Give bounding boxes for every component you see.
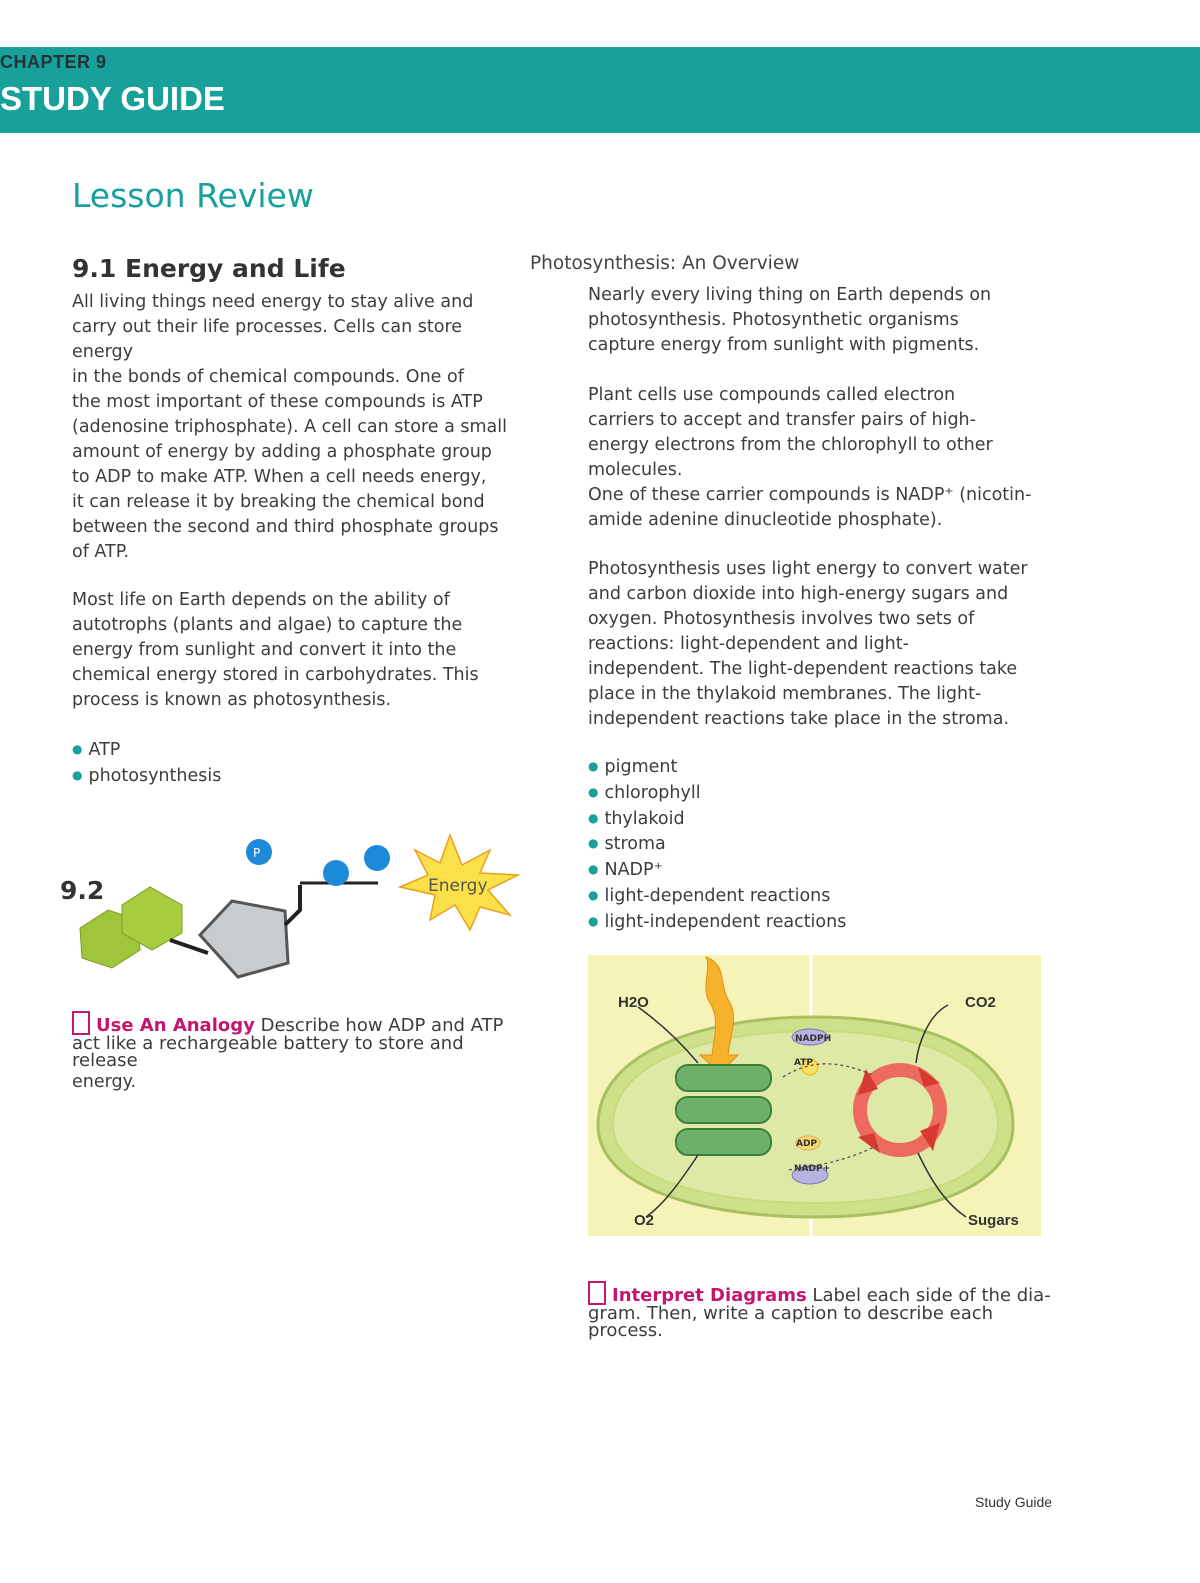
task-interpret-diagrams [588,1281,1058,1339]
nadp-label: NADP+ [794,1164,831,1174]
bullet-icon: ● [588,913,599,928]
autotroph-paragraph: Most life on Earth depends on the ability of autotrophs (plants and algae) to capture the energy from sunlight and convert it into the chemical energy stored in carbohydrates. This process is known as photosynthesis. [72,590,479,710]
bullet-icon: ● [72,742,83,756]
vocab-item: ● chlorophyll [588,782,701,803]
checkbox-icon[interactable] [72,1011,90,1035]
section-9-1-heading: 9.1 Energy and Life [72,254,346,283]
phosphate-icon [364,845,390,871]
atp-diagram [70,825,540,985]
energy-label: Energy [428,876,488,896]
bullet-icon: ● [72,767,83,782]
phosphate-icon [323,860,349,886]
nadph-label: NADPH [795,1034,832,1044]
sugars-label: Sugars [968,1212,1019,1229]
vocab-item: ● photosynthesis [72,765,222,786]
bullet-icon: ● [588,784,599,799]
co2-label: CO2 [965,994,996,1011]
atp-label: ATP [794,1058,814,1068]
task-text: Label each side of the dia- gram. Then, write a caption to describe each process. [588,1285,1051,1341]
thylakoid-stack [676,1065,771,1155]
photosynthesis-overview-heading: Photosynthesis: An Overview [530,253,800,274]
bullet-icon: ● [588,836,599,851]
light-reactions-paragraph: Photosynthesis uses light energy to convert water and carbon dioxide into high-energy sugars and oxygen. Photosynthesis involves two sets of reactions: light-dependent and light- independent. The light-dependent reactions take place in the thylakoid membranes. The light- independent reactions take place in the stroma. [588,559,1028,729]
ribose-sugar [200,901,288,977]
study-guide-title: STUDY GUIDE [0,80,225,117]
footer-label: Study Guide [975,1494,1053,1510]
checkbox-icon[interactable] [588,1281,606,1305]
lesson-review-heading: Lesson Review [72,176,314,215]
vocab-item: ● NADP⁺ [588,860,663,881]
task-text-end: energy. [72,1072,137,1092]
phosphate-label: P [253,846,261,860]
section-9-2-label: 9.2 [60,876,105,905]
task-label: Interpret Diagrams [612,1285,807,1306]
bullet-icon: ● [588,887,599,902]
vocab-item: ● stroma [588,834,666,855]
vocab-item: ● light-dependent reactions [588,885,831,906]
task-label: Use An Analogy [96,1015,255,1036]
bullet-icon: ● [588,759,599,773]
vocab-list-9-2 [588,754,846,935]
bullet-icon: ● [588,862,599,877]
vocab-item: ● ATP [72,740,121,760]
electron-carrier-paragraph: Plant cells use compounds called electron carriers to accept and transfer pairs of high- energy electrons from the chlorophyll to other molecules. One of these carrier compounds is NADP⁺ (nicotin- amide adenine dinucleotide phosphate). [588,385,1032,530]
vocab-item: ● pigment [588,757,678,777]
overview-paragraph: Nearly every living thing on Earth depends on photosynthesis. Photosynthetic organisms capture energy from sunlight with pigments. [588,285,992,355]
chapter-label: CHAPTER 9 [0,52,107,72]
vocab-item: ● light-independent reactions [588,911,847,932]
vocab-list-9-1 [72,737,221,789]
o2-label: O2 [634,1212,655,1229]
chloroplast-diagram [588,955,1041,1236]
task-use-analogy [72,1011,532,1069]
energy-paragraph: All living things need energy to stay alive and carry out their life processes. Cells can store energy in the bonds of chemical compounds. One of the most important of these compounds is ATP (adenosine triphosphate). A cell can store a small amount of energy by adding a phosphate group to ADP to make ATP. When a cell needs energy, it can release it by breaking the chemical bond between the second and third phosphate groups of ATP. [72,292,508,562]
bullet-icon: ● [588,810,599,825]
vocab-item: ● thylakoid [588,808,685,829]
task-text: Describe how ADP and ATP act like a rechargeable battery to store and release [72,1015,504,1071]
h2o-label: H2O [618,994,649,1011]
adp-label: ADP [796,1139,818,1149]
